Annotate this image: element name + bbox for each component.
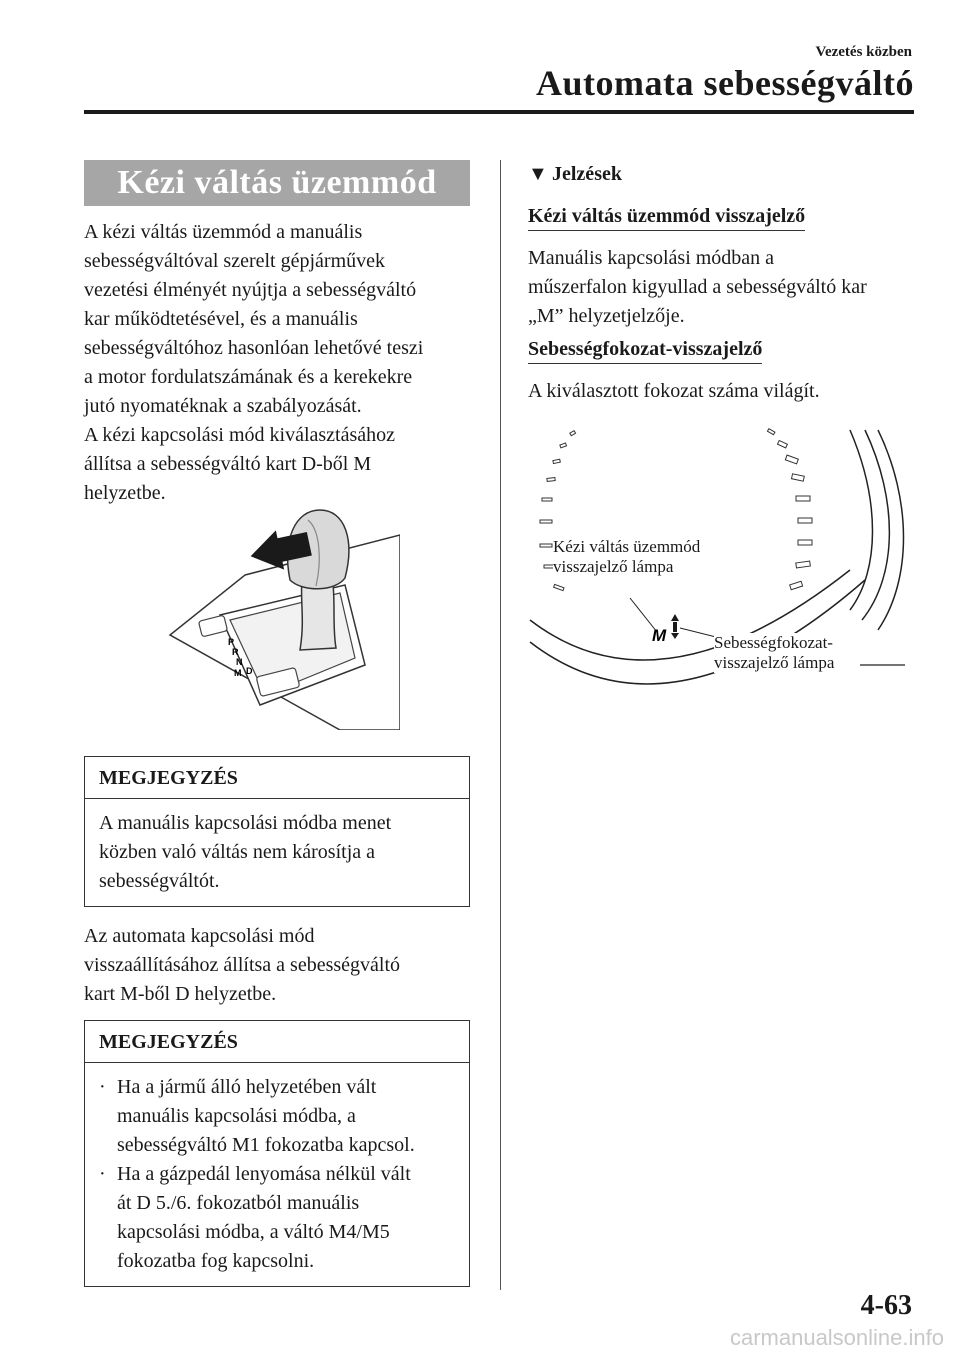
note-line: fokozatba fog kapcsolni. xyxy=(117,1250,315,1272)
section-banner: Kézi váltás üzemmód xyxy=(84,160,470,206)
intro-paragraph xyxy=(84,218,484,508)
text-line: vezetési élményét nyújtja a sebességváltó xyxy=(84,279,417,301)
note-box-1 xyxy=(84,756,470,907)
text-line: kart M-ből D helyzetbe. xyxy=(84,983,277,1005)
label-line: Kézi váltás üzemmód xyxy=(553,537,701,556)
text-line: Az automata kapcsolási mód xyxy=(84,925,315,947)
manual-indicator-text xyxy=(528,244,867,331)
text-line: a motor fordulatszámának és a kerekekre xyxy=(84,366,413,388)
text-line: „M” helyzetjelzője. xyxy=(528,305,685,327)
text-line: A kézi váltás üzemmód a manuális xyxy=(84,221,363,243)
label-line: Sebességfokozat- xyxy=(714,633,833,652)
label-gear-indicator-lamp xyxy=(714,633,834,673)
shifter-letter-r: R xyxy=(232,647,239,657)
subheading-manual-indicator: Kézi váltás üzemmód visszajelző xyxy=(528,205,805,231)
gear-up-down-icon xyxy=(671,614,679,639)
page-number: 4-63 xyxy=(860,1290,912,1321)
text-line: állítsa a sebességváltó kart D-ből M xyxy=(84,453,372,475)
text-line: Manuális kapcsolási módban a xyxy=(528,247,775,269)
label-line: visszajelző lámpa xyxy=(553,557,674,576)
text-line: A kiválasztott fokozat száma világít. xyxy=(528,380,820,402)
shifter-letter-d: D xyxy=(246,666,253,676)
bullet-dot: · xyxy=(99,1163,106,1185)
header-section: Vezetés közben xyxy=(815,44,912,60)
text-line: sebességváltóval szerelt gépjárművek xyxy=(84,250,385,272)
note-line: manuális kapcsolási módba, a xyxy=(117,1105,356,1127)
bullet-item xyxy=(99,1160,455,1276)
note-line: közben való váltás nem károsítja a xyxy=(99,841,376,863)
note-line: kapcsolási módba, a váltó M4/M5 xyxy=(117,1221,390,1243)
shifter-letter-m: M xyxy=(234,668,242,678)
note-line: Ha a jármű álló helyzetében vált xyxy=(117,1076,377,1098)
note-heading: MEGJEGYZÉS xyxy=(85,757,469,799)
section-title: Jelzések xyxy=(552,163,622,185)
m-indicator-letter: M xyxy=(652,626,667,645)
section-marker-icon: ▼ xyxy=(528,163,548,185)
text-line: jutó nyomatéknak a szabályozását. xyxy=(84,395,362,417)
note-line: sebességváltót. xyxy=(99,870,220,892)
text-line: sebességváltóhoz hasonlóan lehetővé teszi xyxy=(84,337,424,359)
note-box-2 xyxy=(84,1020,470,1287)
mid-paragraph xyxy=(84,922,484,1009)
note-heading: MEGJEGYZÉS xyxy=(85,1021,469,1063)
shifter-letter-p: P xyxy=(228,637,235,647)
label-line: visszajelző lámpa xyxy=(714,653,835,672)
note-line: A manuális kapcsolási módba menet xyxy=(99,812,392,834)
text-line: kar működtetésével, és a manuális xyxy=(84,308,358,330)
note-line: át D 5./6. fokozatból manuális xyxy=(117,1192,360,1214)
bullet-item xyxy=(99,1073,455,1160)
shifter-letter-n: N xyxy=(236,657,243,667)
column-divider xyxy=(500,160,501,1290)
text-line: helyzetbe. xyxy=(84,482,166,504)
watermark: carmanualsonline.info xyxy=(729,1325,944,1350)
bullet-dot: · xyxy=(99,1076,106,1098)
note-body xyxy=(85,1063,469,1286)
header-chapter-title: Automata sebességváltó xyxy=(536,63,914,103)
gear-indicator-text xyxy=(528,377,820,406)
text-line: visszaállításához állítsa a sebességváltó xyxy=(84,954,401,976)
note-body xyxy=(85,799,469,906)
note-line: Ha a gázpedál lenyomása nélkül vált xyxy=(117,1163,411,1185)
label-manual-indicator-lamp xyxy=(553,537,700,577)
subheading-gear-indicator: Sebességfokozat-visszajelző xyxy=(528,338,762,364)
note-line: sebességváltó M1 fokozatba kapcsol. xyxy=(117,1134,415,1156)
text-line: A kézi kapcsolási mód kiválasztásához xyxy=(84,424,396,446)
text-line: műszerfalon kigyullad a sebességváltó kar xyxy=(528,276,867,298)
header-rule xyxy=(84,110,914,114)
shift-lever-illustration xyxy=(150,500,400,730)
